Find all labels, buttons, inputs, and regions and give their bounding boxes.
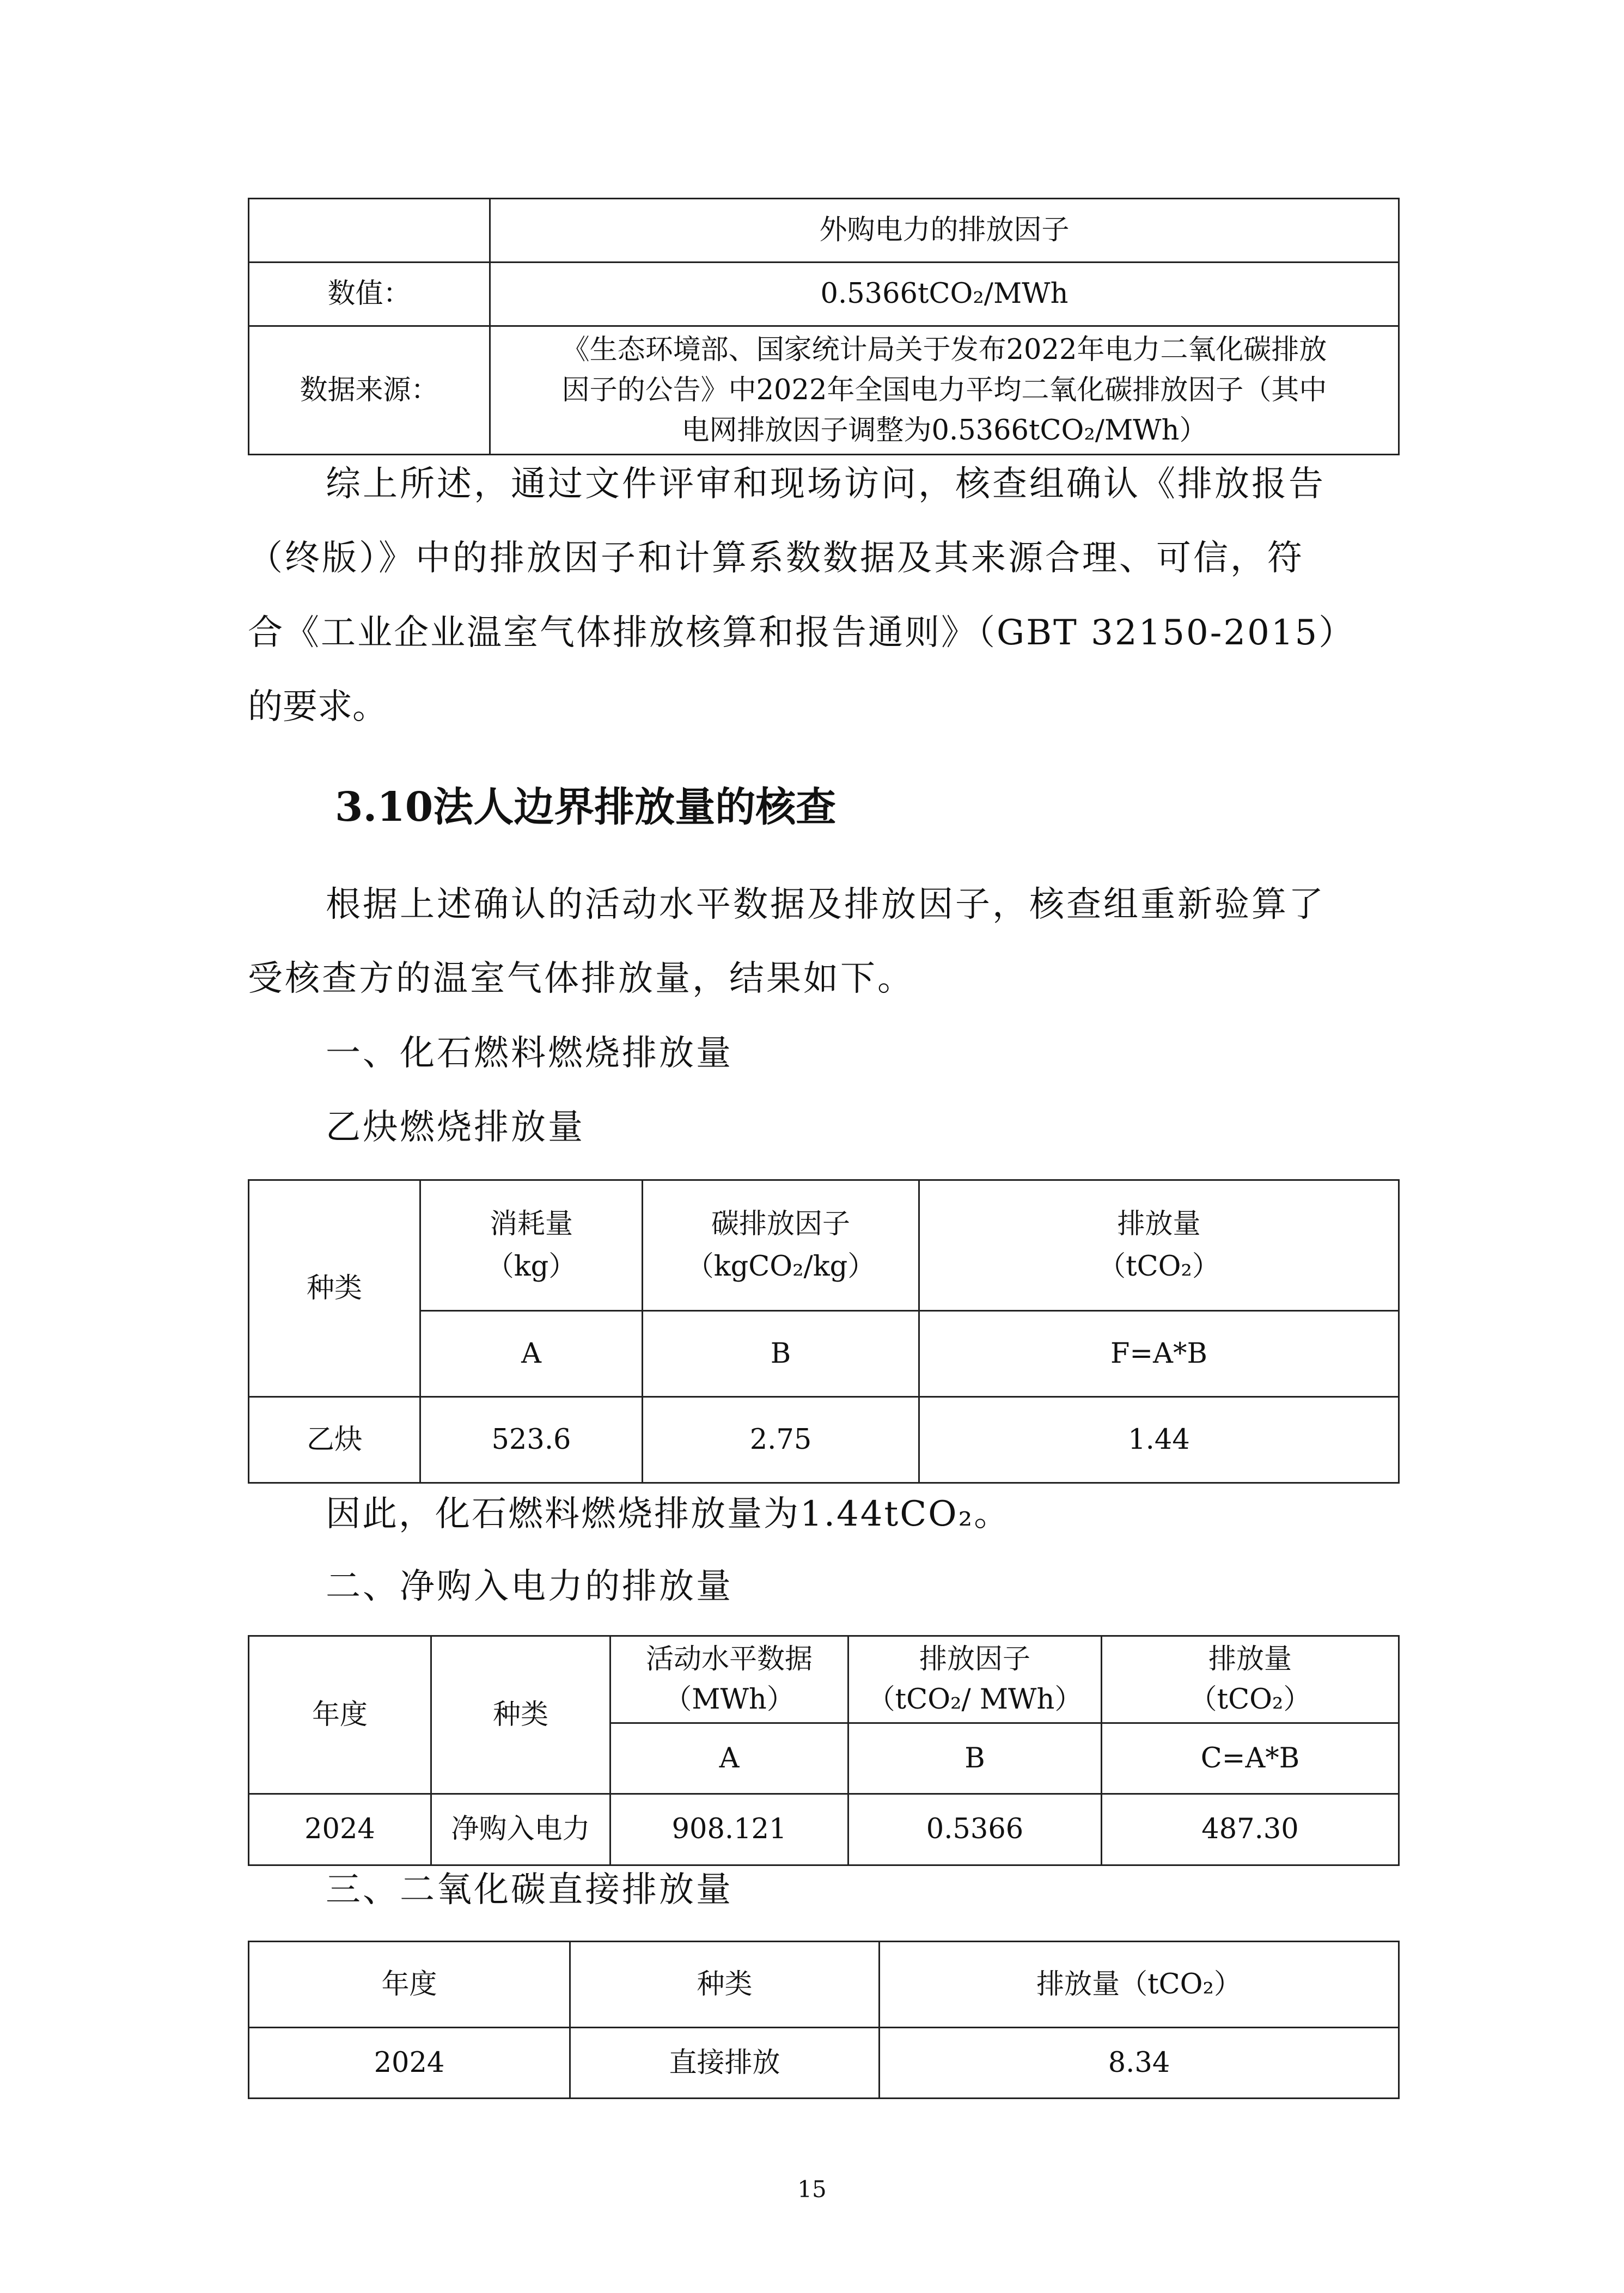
acetylene-col-consumption-label: 消耗量 <box>489 1208 573 1240</box>
direct-row-emission: 8.34 <box>880 2028 1399 2099</box>
direct-col-year: 年度 <box>249 1942 570 2028</box>
electricity-col-factor-label: 排放因子 <box>919 1643 1030 1675</box>
factor-value: 0.5366tCO₂/MWh <box>490 263 1399 326</box>
acetylene-sym-f: F=A*B <box>919 1311 1399 1397</box>
electricity-col-emission-unit: （tCO₂） <box>1189 1683 1311 1716</box>
electricity-col-kind: 种类 <box>431 1636 610 1794</box>
electricity-col-year: 年度 <box>249 1636 431 1794</box>
electricity-col-factor-unit: （tCO₂/ MWh） <box>867 1683 1083 1716</box>
conclusion-line1: 综上所述，通过文件评审和现场访问，核查组确认《排放报告 <box>326 464 1326 504</box>
page-number: 15 <box>797 2176 827 2203</box>
conclusion-line2: （终版）》中的排放因子和计算系数数据及其来源合理、可信，符 <box>248 538 1304 578</box>
section-title: 3.10法人边界排放量的核查 <box>335 784 837 831</box>
electricity-row-activity: 908.121 <box>610 1794 848 1865</box>
electricity-col-factor <box>848 1636 1102 1723</box>
direct-col-emission: 排放量（tCO₂） <box>880 1942 1399 2028</box>
direct-row-kind: 直接排放 <box>570 2028 880 2099</box>
electricity-factor-table <box>248 198 1400 455</box>
direct-emission-table <box>248 1941 1400 2099</box>
acetylene-col-consumption-unit: （kg） <box>486 1250 577 1283</box>
direct-row-year: 2024 <box>249 2028 570 2099</box>
part1-result: 因此，化石燃料燃烧排放量为1.44tCO₂。 <box>326 1494 1011 1534</box>
electricity-row-emission: 487.30 <box>1102 1794 1399 1865</box>
acetylene-emission-table <box>248 1179 1400 1484</box>
factor-source-line1: 《生态环境部、国家统计局关于发布2022年电力二氧化碳排放 <box>561 333 1327 366</box>
electricity-row-year: 2024 <box>249 1794 431 1865</box>
acetylene-sym-a: A <box>420 1311 643 1397</box>
electricity-col-activity <box>610 1636 848 1723</box>
factor-source-line2: 因子的公告》中2022年全国电力平均二氧化碳排放因子（其中 <box>561 374 1327 406</box>
acetylene-col-kind: 种类 <box>249 1180 420 1397</box>
part1-title: 一、化石燃料燃烧排放量 <box>326 1033 733 1074</box>
factor-value-label: 数值： <box>249 263 490 326</box>
electricity-sym-b: B <box>848 1723 1102 1794</box>
electricity-row-kind: 净购入电力 <box>431 1794 610 1865</box>
acetylene-row-kind: 乙炔 <box>249 1397 420 1483</box>
electricity-col-emission <box>1102 1636 1399 1723</box>
acetylene-row-emission: 1.44 <box>919 1397 1399 1483</box>
part2-title: 二、净购入电力的排放量 <box>326 1566 733 1607</box>
electricity-sym-a: A <box>610 1723 848 1794</box>
factor-source-line3: 电网排放因子调整为0.5366tCO₂/MWh） <box>681 414 1207 447</box>
acetylene-sym-b: B <box>643 1311 919 1397</box>
acetylene-col-factor <box>643 1180 919 1311</box>
conclusion-line4: 的要求。 <box>248 687 387 727</box>
electricity-sym-c: C=A*B <box>1102 1723 1399 1794</box>
electricity-col-emission-label: 排放量 <box>1208 1643 1292 1675</box>
factor-table-empty-cell <box>249 199 490 263</box>
electricity-emission-table <box>248 1635 1400 1866</box>
factor-table-header: 外购电力的排放因子 <box>490 199 1399 263</box>
conclusion-line3: 合《工业企业温室气体排放核算和报告通则》（GBT 32150-2015） <box>248 613 1356 653</box>
acetylene-col-emission-unit: （tCO₂） <box>1098 1250 1220 1283</box>
electricity-col-activity-unit: （MWh） <box>664 1683 795 1716</box>
factor-source-label: 数据来源： <box>249 326 490 455</box>
intro-line2: 受核查方的温室气体排放量，结果如下。 <box>248 959 914 999</box>
part1-subtitle: 乙炔燃烧排放量 <box>326 1107 585 1148</box>
electricity-row-factor: 0.5366 <box>848 1794 1102 1865</box>
acetylene-col-factor-unit: （kgCO₂/kg） <box>686 1250 876 1283</box>
acetylene-col-emission-label: 排放量 <box>1117 1208 1201 1240</box>
acetylene-col-consumption <box>420 1180 643 1311</box>
part3-title: 三、二氧化碳直接排放量 <box>326 1870 733 1910</box>
acetylene-row-consumption: 523.6 <box>420 1397 643 1483</box>
acetylene-row-factor: 2.75 <box>643 1397 919 1483</box>
factor-source <box>490 326 1399 455</box>
acetylene-col-emission <box>919 1180 1399 1311</box>
acetylene-col-factor-label: 碳排放因子 <box>711 1208 850 1240</box>
direct-col-kind: 种类 <box>570 1942 880 2028</box>
intro-line1: 根据上述确认的活动水平数据及排放因子，核查组重新验算了 <box>326 885 1326 925</box>
electricity-col-activity-label: 活动水平数据 <box>645 1643 813 1675</box>
